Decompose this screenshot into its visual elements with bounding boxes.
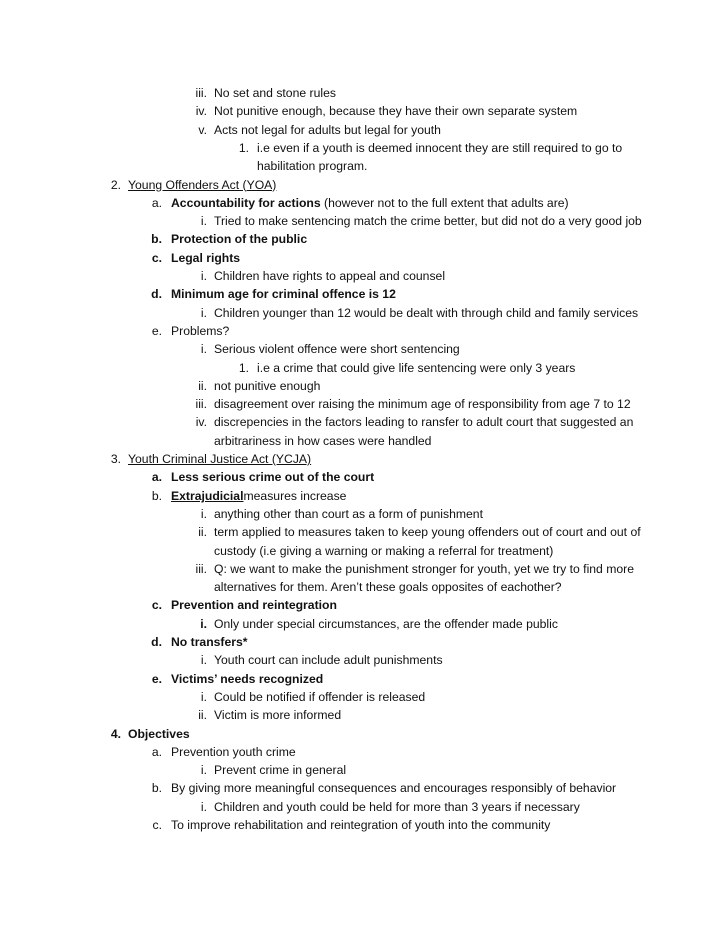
list-marker: iii.	[195, 86, 207, 100]
list-text: Could be notified if offender is released	[214, 689, 426, 704]
list-marker: c.	[151, 250, 162, 265]
list-marker: ii.	[198, 525, 207, 540]
list-marker: i.	[200, 689, 207, 704]
outline-line	[0, 432, 728, 450]
list-text: Children younger than 12 would be dealt with through child and family services	[214, 305, 639, 320]
outline-line	[0, 505, 728, 523]
outline-line	[0, 542, 728, 560]
text-run: (however not to the full extent that adults are)	[320, 195, 569, 210]
outline-line	[0, 194, 728, 212]
list-marker: d.	[151, 287, 162, 302]
outline-line	[0, 651, 728, 669]
outline-line	[0, 670, 728, 688]
list-marker: i.	[200, 799, 207, 814]
list-marker: a.	[151, 470, 162, 485]
outline-line	[0, 212, 728, 230]
outline-line	[0, 176, 728, 194]
list-text: habilitation program.	[257, 159, 368, 174]
outline-line	[0, 267, 728, 285]
list-text: Victim is more informed	[214, 708, 342, 723]
list-marker: iv.	[195, 415, 207, 430]
list-marker: b.	[151, 781, 162, 796]
list-text: No set and stone rules	[214, 86, 336, 100]
list-marker: i.	[200, 305, 207, 320]
list-marker: i.	[200, 653, 207, 668]
list-text: Protection of the public	[171, 232, 308, 247]
list-text: arbitrariness in how cases were handled	[214, 433, 432, 448]
list-marker: i.	[200, 506, 207, 521]
list-text: Youth Criminal Justice Act (YCJA)	[128, 452, 312, 466]
outline-line	[0, 139, 728, 157]
list-text: Youth court can include adult punishments	[214, 653, 443, 668]
outline-line	[0, 84, 728, 102]
list-text: Serious violent offence were short sentencing	[214, 342, 460, 357]
list-marker: i.	[200, 269, 207, 283]
list-text: Young Offenders Act (YOA)	[128, 177, 277, 192]
outline-line	[0, 102, 728, 120]
list-text: Minimum age for criminal offence is 12	[171, 287, 396, 302]
list-text: discrepencies in the factors leading to ransfer to adult court that suggested an	[214, 415, 634, 430]
text-run: Extrajudicial	[171, 488, 244, 503]
outline-line	[0, 523, 728, 541]
list-text: By giving more meaningful consequences and encourages responsibly of behavior	[171, 781, 617, 796]
outline-line	[0, 230, 728, 248]
list-text: Prevention youth crime	[171, 744, 296, 759]
list-text: Children and youth could be held for more than 3 years if necessary	[214, 799, 580, 814]
list-text: Q: we want to make the punishment stronger for youth, yet we try to find more	[214, 561, 634, 576]
outline-line	[0, 340, 728, 358]
text-run: Accountability for actions	[171, 195, 321, 210]
outline-line	[0, 413, 728, 431]
list-text: anything other than court as a form of punishment	[214, 506, 483, 521]
outline-line	[0, 761, 728, 779]
list-marker: i.	[200, 342, 207, 357]
list-marker: d.	[151, 635, 162, 649]
list-text	[171, 194, 569, 212]
list-marker: e.	[151, 671, 162, 686]
outline-line	[0, 304, 728, 322]
list-text: Tried to make sentencing match the crime better, but did not do a very good job	[214, 214, 642, 229]
list-text: alternatives for them. Aren’t these goals opposites of eachother?	[214, 580, 562, 595]
outline-line	[0, 560, 728, 578]
outline-line	[0, 468, 728, 486]
list-marker: c.	[152, 818, 162, 832]
outline-line	[0, 322, 728, 340]
outline-line	[0, 395, 728, 413]
list-marker: iii.	[195, 561, 207, 576]
list-marker: i.	[200, 214, 207, 229]
list-marker: 4.	[110, 726, 121, 741]
outline-line	[0, 779, 728, 797]
outline-line	[0, 743, 728, 761]
outline-line	[0, 816, 728, 834]
list-marker: 1.	[238, 360, 249, 375]
list-marker: a.	[151, 744, 162, 759]
list-text: Prevention and reintegration	[171, 598, 337, 613]
list-text: i.e even if a youth is deemed innocent they are still required to go to	[257, 140, 623, 155]
outline-line	[0, 285, 728, 303]
list-text: Less serious crime out of the court	[171, 470, 375, 485]
list-text: i.e a crime that could give life sentencing were only 3 years	[257, 360, 576, 375]
outline-line	[0, 450, 728, 468]
list-text: Legal rights	[171, 250, 241, 265]
outline-line	[0, 798, 728, 816]
outline-line	[0, 359, 728, 377]
outline-line	[0, 633, 728, 651]
list-marker: 3.	[110, 452, 121, 466]
outline-line	[0, 249, 728, 267]
outline-line	[0, 688, 728, 706]
outline-line	[0, 596, 728, 614]
list-marker: c.	[151, 598, 162, 613]
text-run: measures increase	[243, 488, 347, 503]
list-text: Objectives	[128, 726, 190, 741]
outline-line	[0, 121, 728, 139]
outline-line	[0, 377, 728, 395]
list-text	[171, 487, 346, 505]
list-text: Only under special circumstances, are the offender made public	[214, 616, 558, 631]
list-marker: ii.	[198, 378, 207, 393]
list-marker: i.	[200, 616, 207, 631]
outline-line	[0, 615, 728, 633]
outline-line	[0, 487, 728, 505]
list-text: term applied to measures taken to keep young offenders out of court and out of	[214, 525, 641, 540]
list-text: disagreement over raising the minimum age of responsibility from age 7 to 12	[214, 397, 631, 412]
list-marker: a.	[151, 195, 162, 210]
outline-line	[0, 157, 728, 175]
outline-line	[0, 578, 728, 596]
list-text: Children have rights to appeal and counsel	[214, 269, 446, 283]
list-marker: iii.	[195, 397, 207, 412]
list-text: Prevent crime in general	[214, 763, 347, 778]
list-text: Not punitive enough, because they have their own separate system	[214, 104, 578, 119]
list-marker: i.	[200, 763, 207, 778]
list-marker: b.	[151, 232, 162, 247]
outline-line	[0, 725, 728, 743]
list-text: Victims’ needs recognized	[171, 671, 324, 686]
outline-line	[0, 706, 728, 724]
list-marker: b.	[151, 488, 162, 503]
list-marker: 2.	[110, 177, 121, 192]
list-marker: v.	[198, 122, 207, 137]
list-marker: e.	[151, 323, 162, 338]
list-marker: iv.	[195, 104, 207, 119]
list-marker: ii.	[198, 708, 207, 723]
list-marker: 1.	[238, 140, 249, 155]
list-text: To improve rehabilitation and reintegration of youth into the community	[171, 818, 551, 832]
list-text: custody (i.e giving a warning or making a referral for treatment)	[214, 543, 554, 558]
list-text: Problems?	[171, 323, 230, 338]
list-text: No transfers*	[171, 635, 248, 649]
list-text: not punitive enough	[214, 378, 321, 393]
list-text: Acts not legal for adults but legal for youth	[214, 122, 441, 137]
